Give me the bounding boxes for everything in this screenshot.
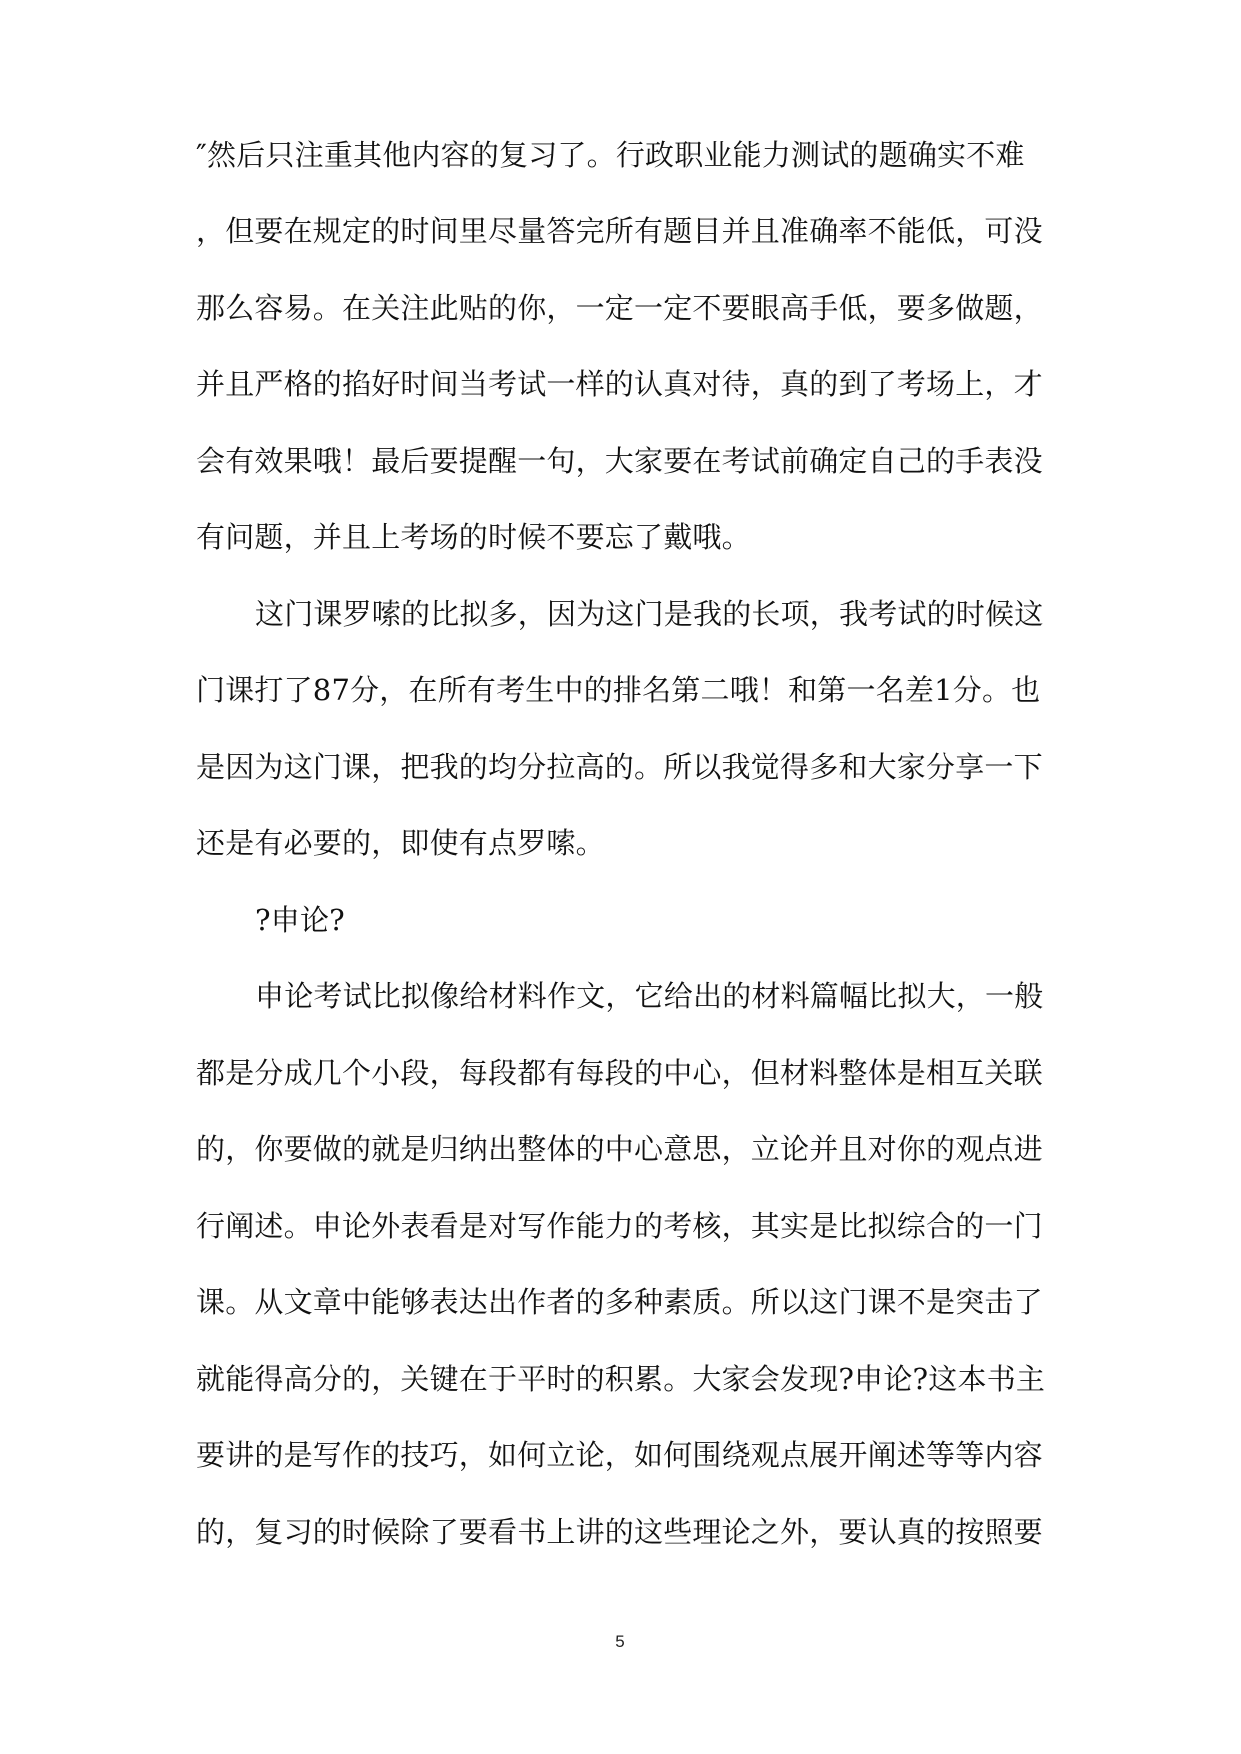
text-line: 门课打了87分，在所有考生中的排名第二哦！和第一名差1分。也 [196,673,1041,707]
text-line: 的，你要做的就是归纳出整体的中心意思，立论并且对你的观点进 [196,1132,1043,1166]
text-line: 行阐述。申论外表看是对写作能力的考核，其实是比拟综合的一门 [196,1209,1043,1243]
text-line: 课。从文章中能够表达出作者的多种素质。所以这门课不是突击了 [196,1285,1043,1319]
text-line: 要讲的是写作的技巧，如何立论，如何围绕观点展开阐述等等内容 [196,1438,1043,1472]
text-line: ，但要在规定的时间里尽量答完所有题目并且准确率不能低，可没 [196,214,1043,248]
text-line: ″然后只注重其他内容的复习了。行政职业能力测试的题确实不难 [196,138,1025,172]
text-line: 申论考试比拟像给材料作文，它给出的材料篇幅比拟大，一般 [255,979,1044,1013]
text-line: 都是分成几个小段，每段都有每段的中心，但材料整体是相互关联 [196,1056,1043,1090]
text-line: 有问题，并且上考场的时候不要忘了戴哦。 [196,520,751,554]
text-line: 会有效果哦！最后要提醒一句，大家要在考试前确定自己的手表没 [196,444,1043,478]
text-line: 是因为这门课，把我的均分拉高的。所以我觉得多和大家分享一下 [196,750,1043,784]
text-line: 那么容易。在关注此贴的你，一定一定不要眼高手低，要多做题， [196,291,1043,325]
text-line: 还是有必要的，即使有点罗嗦。 [196,826,605,860]
text-line: 就能得高分的，关键在于平时的积累。大家会发现?申论?这本书主 [196,1362,1046,1396]
text-line: 并且严格的掐好时间当考试一样的认真对待，真的到了考场上，才 [196,367,1043,401]
text-line: 这门课罗嗦的比拟多，因为这门是我的长项，我考试的时候这 [255,597,1044,631]
text-line: 的，复习的时候除了要看书上讲的这些理论之外，要认真的按照要 [196,1515,1043,1549]
page-number: 5 [615,1632,625,1651]
section-heading: ?申论? [255,903,345,937]
